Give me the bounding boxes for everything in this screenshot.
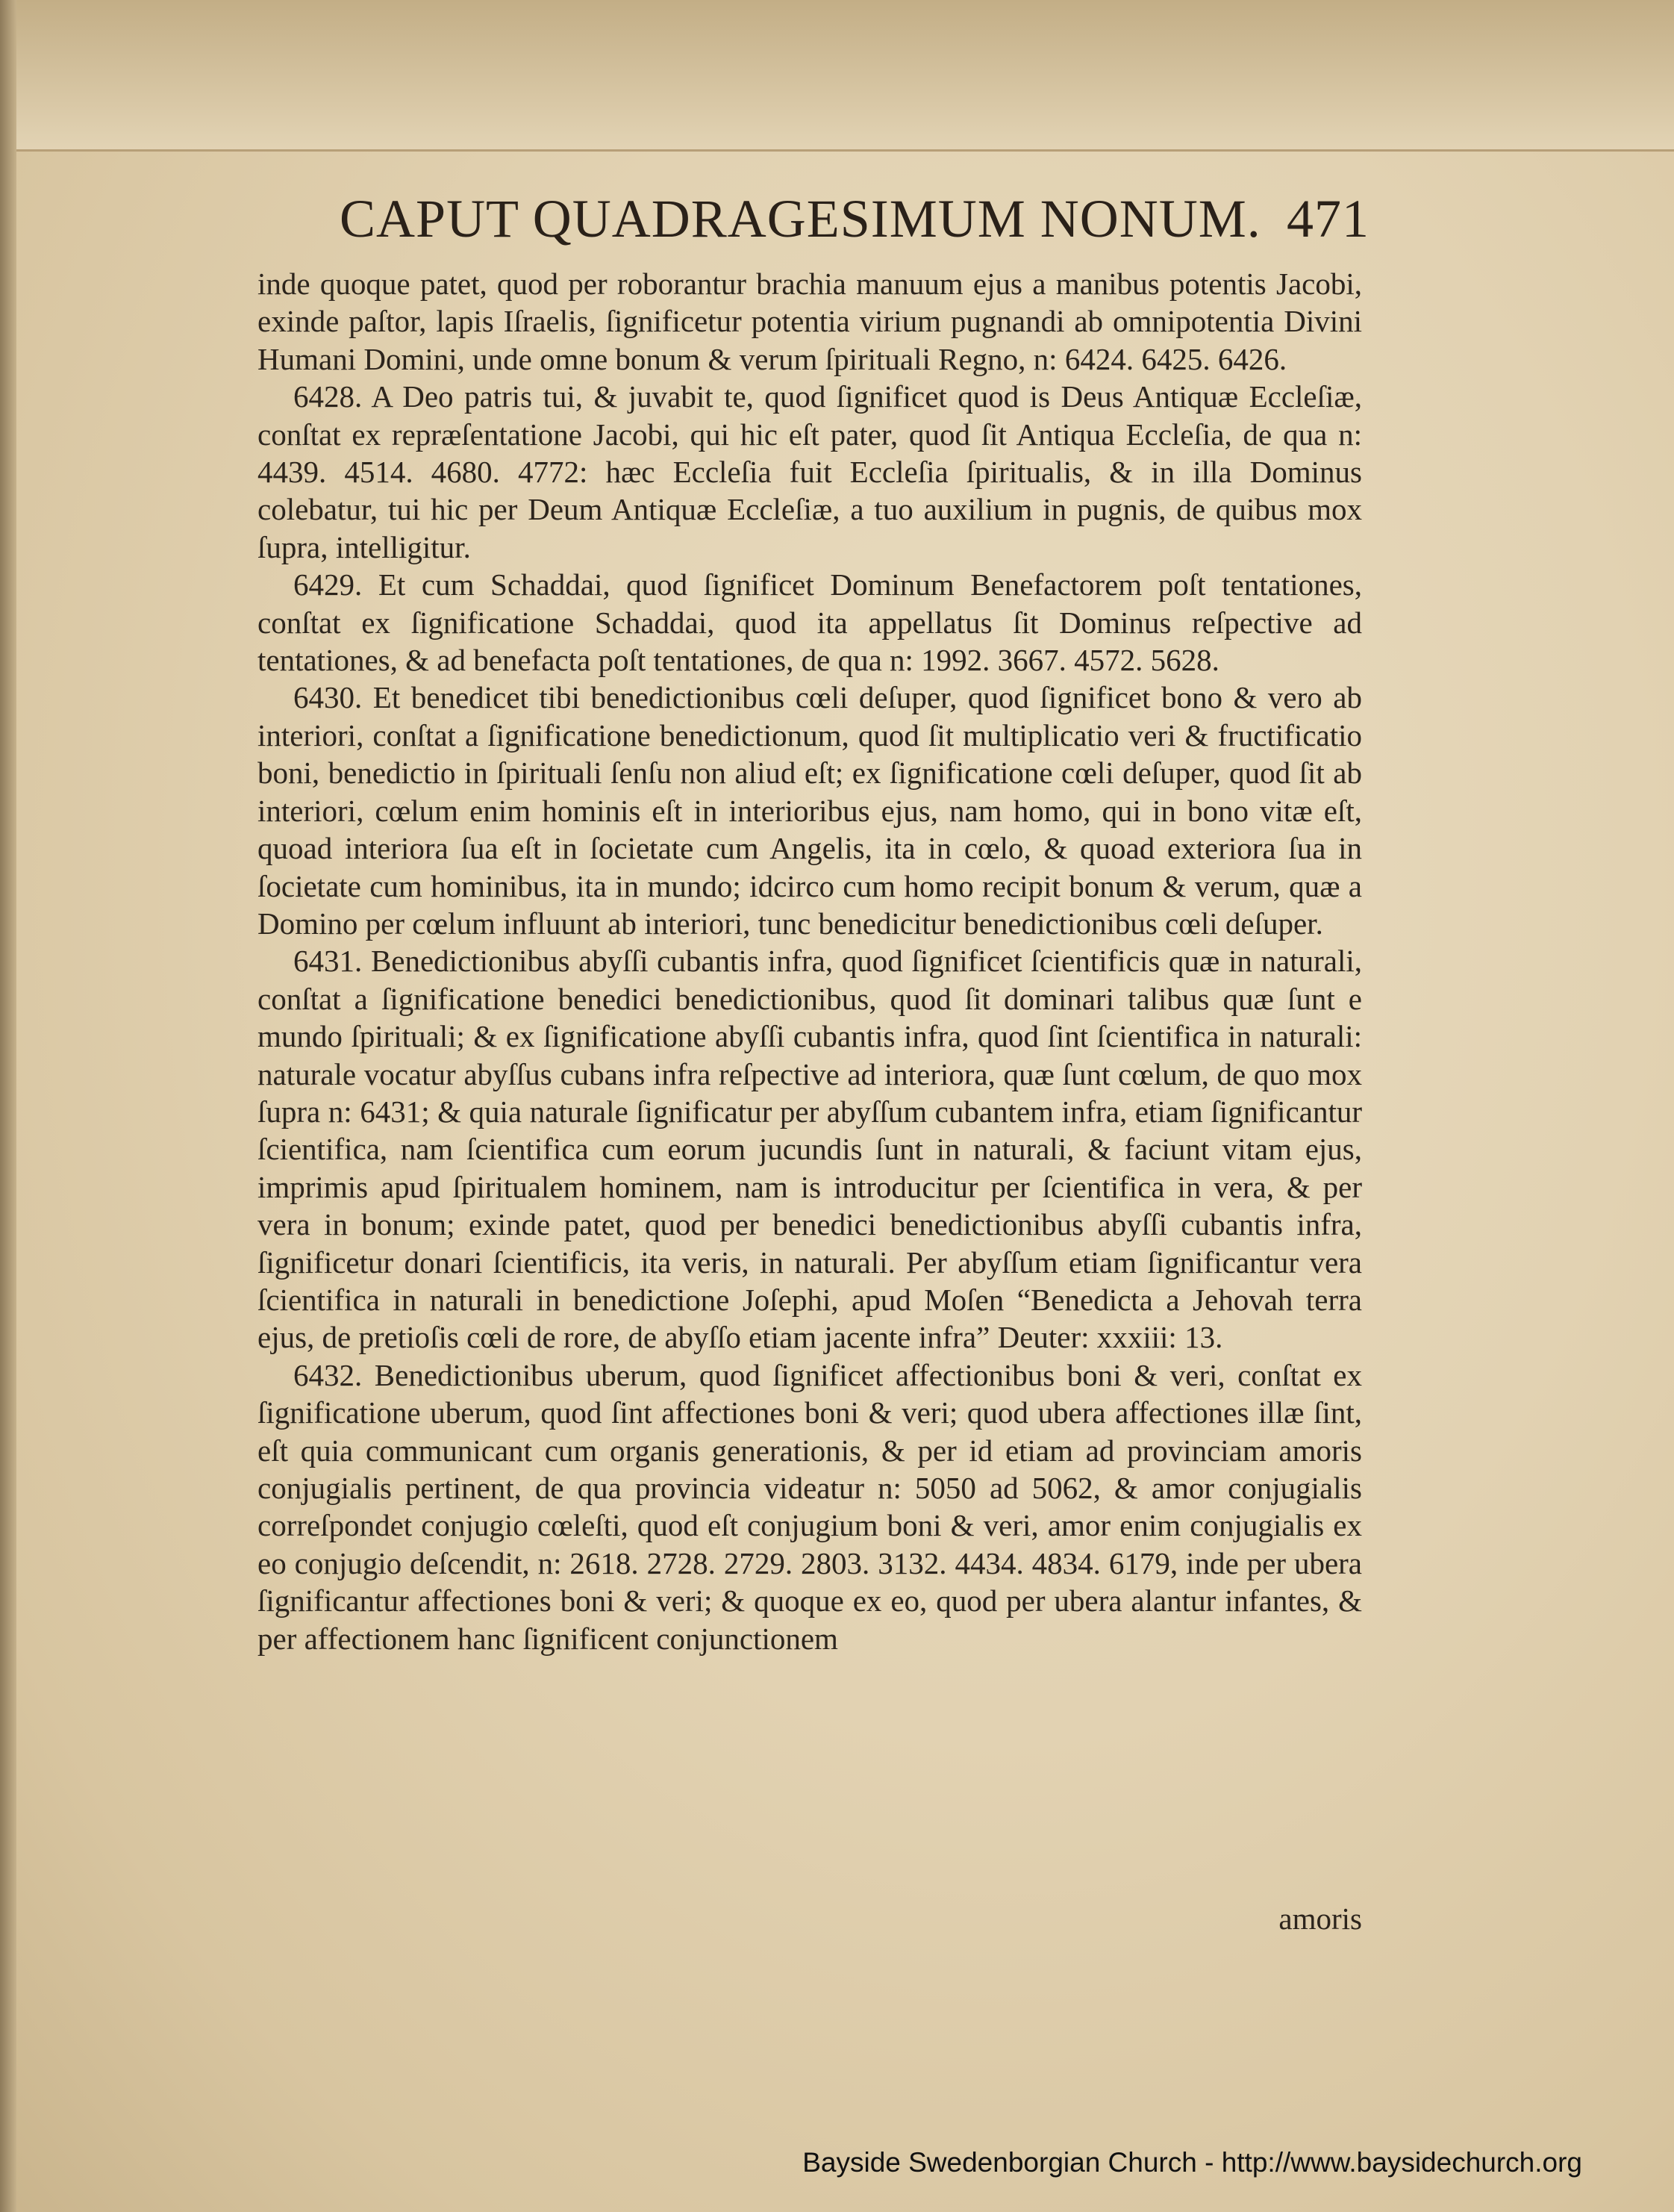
paragraph: inde quoque patet, quod per roborantur brachia manuum ejus a manibus potentis Jacobi, exinde paſtor, lapis Iſraelis, ſignificetur potentia virium pugnandi ab omnipotentia Divini Humani Domini, unde omne bonum & verum ſpirituali Regno, n: 6424. 6425. 6426. (257, 267, 1362, 376)
chapter-title: CAPUT QUADRAGESIMUM NONUM. (340, 189, 1261, 249)
source-watermark: Bayside Swedenborgian Church - http://www.baysidechurch.org (802, 2147, 1582, 2178)
page-number: 471 (1287, 189, 1370, 249)
binding-edge (0, 0, 16, 2212)
paragraph: 6428. A Deo patris tui, & juvabit te, quod ſignificet quod is Deus Antiquæ Eccleſiæ, conſtat ex repræſentatione Jacobi, qui hic eſt pater, quod ſit Antiqua Eccleſia, de qua n: 4439. 4514. 4680. 4772: hæc Eccleſia fuit Eccleſia ſpiritualis, & in illa Dominus colebatur, tui hic per Deum Antiquæ Eccleſiæ, a tuo auxilium in pugnis, de quibus mox ſupra, intelligitur. (257, 379, 1362, 564)
catchword: amoris (1278, 1901, 1362, 1936)
paragraph: 6430. Et benedicet tibi benedictionibus cœli deſuper, quod ſignificet bono & vero ab interiori, conſtat a ſignificatione benedictionum, quod ſit multiplicatio veri & fructificatio boni, benedictio in ſpirituali ſenſu non aliud eſt; ex ſignificatione cœli deſuper, quod ſit ab interiori, cœlum enim hominis eſt in interioribus ejus, nam homo, qui in bono vitæ eſt, quoad interiora ſua eſt in ſocietate cum Angelis, ita in cœlo, & quoad exteriora ſua in ſocietate cum hominibus, ita in mundo; idcirco cum homo recipit bonum & verum, quæ a Domino per cœlum influunt ab interiori, tunc benedicitur benedictionibus cœli deſuper. (257, 680, 1362, 941)
paragraph: 6432. Benedictionibus uberum, quod ſignificet affectionibus boni & veri, conſtat ex ſignificatione uberum, quod ſint affectiones boni & veri; quod ubera affectiones illæ ſint, eſt quia communicant cum organis generationis, & per id etiam ad provinciam amoris conjugialis pertinent, de qua provincia videatur n: 5050 ad 5062, & amor conjugialis correſpondet conjugio cœleſti, quod eſt conjugium boni & veri, amor enim conjugialis ex eo conjugio deſcendit, n: 2618. 2728. 2729. 2803. 3132. 4434. 4834. 6179, inde per ubera ſignificantur affectiones boni & veri; & quoque ex eo, quod per ubera alantur infantes, & per affectionem hanc ſignificent conjunctionem (257, 1357, 1362, 1656)
page-top-edge (0, 0, 1674, 152)
body-text (257, 265, 1362, 1657)
running-header (340, 188, 1370, 255)
paragraph: 6431. Benedictionibus abyſſi cubantis infra, quod ſignificet ſcientificis quæ in naturali, conſtat a ſignificatione benedici benedictionibus, quod ſit dominari talibus quæ ſunt e mundo ſpirituali; & ex ſignificatione abyſſi cubantis infra, quod ſint ſcientifica in naturali: naturale vocatur abyſſus cubans infra reſpective ad interiora, quæ ſunt cœlum, de quo mox ſupra n: 6431; & quia naturale ſignificatur per abyſſum cubantem infra, etiam ſignificantur ſcientifica, nam ſcientifica cum eorum jucundis ſunt in naturali, & faciunt vitam ejus, imprimis apud ſpiritualem hominem, nam is introducitur per ſcientifica in vera, & per vera in bonum; exinde patet, quod per benedici benedictionibus abyſſi cubantis infra, ſignificetur donari ſcientificis, ita veris, in naturali. Per abyſſum etiam ſignificantur vera ſcientifica in naturali in benedictione Joſephi, apud Moſen “Benedicta a Jehovah terra ejus, de pretioſis cœli de rore, de abyſſo etiam jacente infra” Deuter: xxxiii: 13. (257, 944, 1362, 1355)
paragraph: 6429. Et cum Schaddai, quod ſignificet Dominum Benefactorem poſt tentationes, conſtat ex ſignificatione Schaddai, quod ita appellatus ſit Dominus reſpective ad tentationes, & ad benefacta poſt tentationes, de qua n: 1992. 3667. 4572. 5628. (257, 567, 1362, 678)
